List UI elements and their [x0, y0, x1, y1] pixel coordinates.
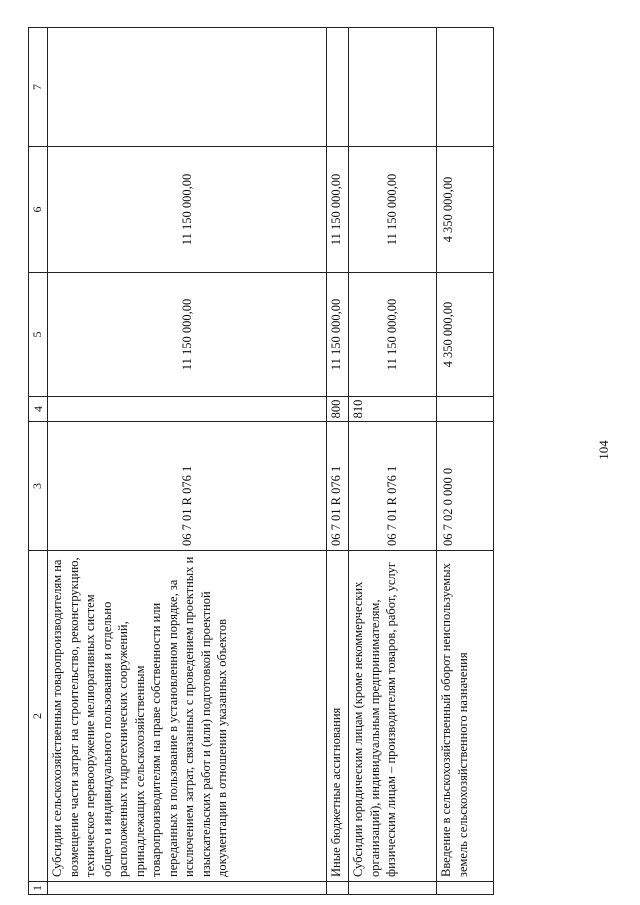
- row-col-1: [327, 882, 349, 895]
- row-col-7: [48, 28, 327, 147]
- row-col-7: [349, 28, 437, 147]
- header-col-5: 5: [29, 273, 48, 397]
- row-col-1: [349, 882, 437, 895]
- row-code: 06 7 01 R 076 1: [327, 422, 349, 551]
- table-header-row: [29, 28, 48, 895]
- row-code: 06 7 01 R 076 1: [48, 422, 327, 551]
- row-col-1: [437, 882, 494, 895]
- header-col-6: 6: [29, 147, 48, 273]
- row-amount-5: 11 150 000,00: [349, 273, 437, 397]
- table-row: [48, 28, 327, 895]
- row-type-code: 810: [349, 397, 437, 422]
- row-amount-6: 4 350 000,00: [437, 147, 494, 273]
- page-number: 104: [596, 440, 611, 460]
- row-amount-5: 4 350 000,00: [437, 273, 494, 397]
- row-col-7: [437, 28, 494, 147]
- row-amount-6: 11 150 000,00: [349, 147, 437, 273]
- row-code: 06 7 01 R 076 1: [349, 422, 437, 551]
- row-amount-6: 11 150 000,00: [327, 147, 349, 273]
- table-row: [349, 28, 437, 895]
- row-col-7: [327, 28, 349, 147]
- header-col-3: 3: [29, 422, 48, 551]
- header-col-4: 4: [29, 397, 48, 422]
- row-description: Иные бюджетные ассигнования: [327, 551, 349, 882]
- row-description: Субсидии юридическим лицам (кроме некоммерческих организаций), индивидуальным предпринимателям, физическим лицам – производителям товаров, работ, услуг: [349, 551, 437, 882]
- row-col-1: [48, 882, 327, 895]
- row-description: Субсидии сельскохозяйственным товаропроизводителям на возмещение части затрат на строительство, реконструкцию, техническое перевооружение мелиоративных систем общего и индивидуального пользования и отдельно расположенных гидротехнических сооружений, принадлежащих сельскохозяйственным товаропроизводителям на праве собственности или переданных в пользование в установленном порядке, за исключением затрат, связанных с проведением проектных и изыскательских работ и (или) подготовкой проектной документации в отношении указанных объектов: [48, 551, 327, 882]
- row-code: 06 7 02 0 000 0: [437, 422, 494, 551]
- row-description: Введение в сельскохозяйственный оборот неиспользуемых земель сельскохозяйственного назначения: [437, 551, 494, 882]
- header-col-2: 2: [29, 551, 48, 882]
- row-amount-5: 11 150 000,00: [48, 273, 327, 397]
- row-type-code: [48, 397, 327, 422]
- row-amount-6: 11 150 000,00: [48, 147, 327, 273]
- table-row: [327, 28, 349, 895]
- row-type-code: [437, 397, 494, 422]
- budget-table: [28, 27, 494, 895]
- header-col-1: 1: [29, 882, 48, 895]
- header-col-7: 7: [29, 28, 48, 147]
- row-amount-5: 11 150 000,00: [327, 273, 349, 397]
- table-row: [437, 28, 494, 895]
- row-type-code: 800: [327, 397, 349, 422]
